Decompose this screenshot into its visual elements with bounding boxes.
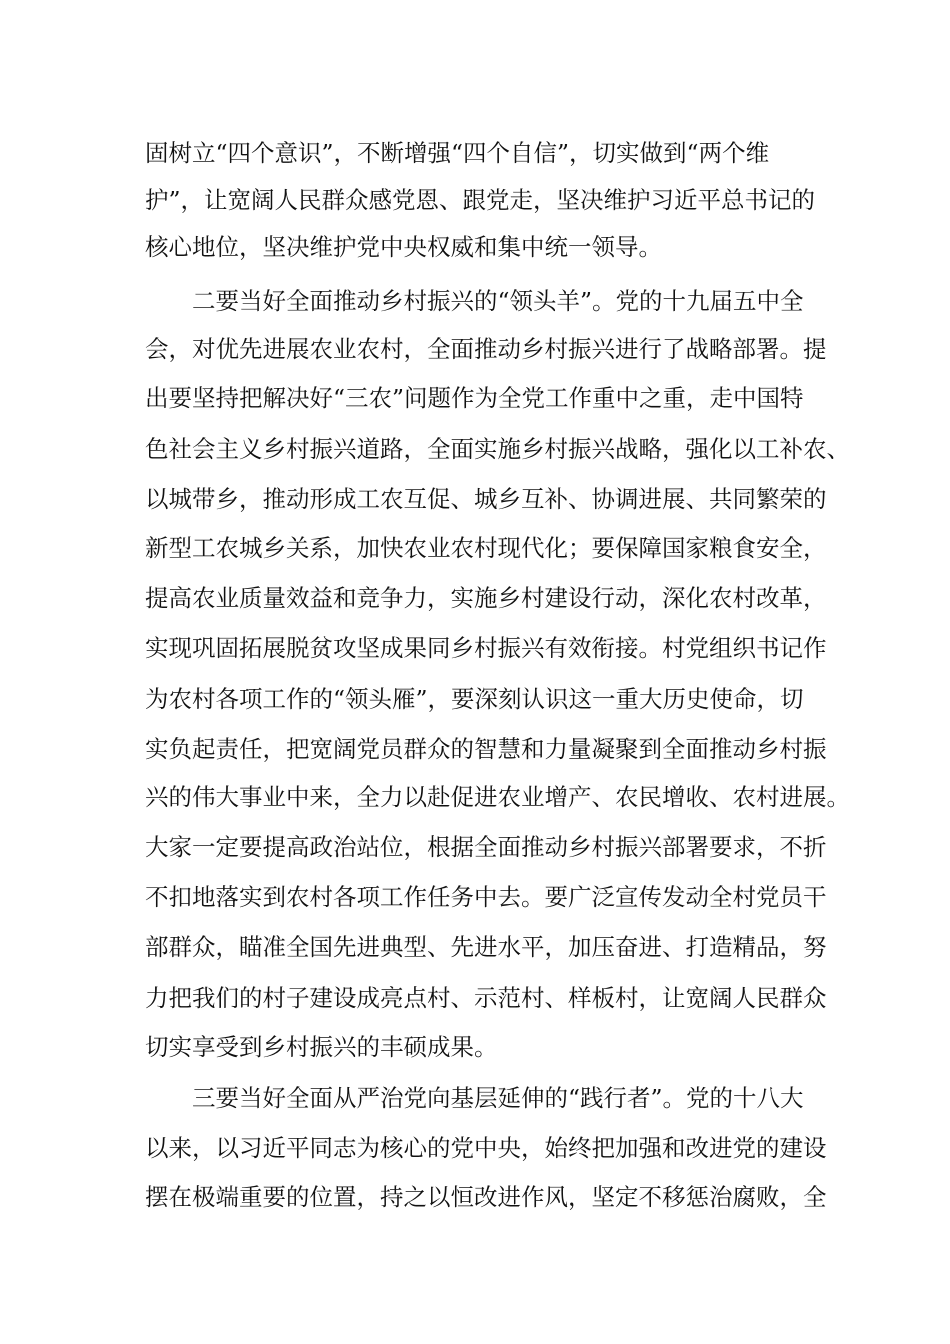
text-line: 色社会主义乡村振兴道路，全面实施乡村振兴战略，强化以工补农、 [145, 435, 850, 463]
text-line: 提高农业质量效益和竞争力，实施乡村建设行动，深化农村改革， [145, 584, 827, 612]
text-line: 兴的伟大事业中来，全力以赴促进农业增产、农民增收、农村进展。 [145, 783, 850, 811]
text-line: 以城带乡，推动形成工农互促、城乡互补、协调进展、共同繁荣的 [145, 485, 827, 513]
text-line: 力把我们的村子建设成亮点村、示范村、样板村，让宽阔人民群众 [145, 984, 827, 1012]
text-line: 切实享受到乡村振兴的丰硕成果。 [145, 1033, 498, 1061]
text-line: 新型工农城乡关系，加快农业农村现代化；要保障国家粮食安全， [145, 534, 827, 562]
text-line: 大家一定要提高政治站位，根据全面推动乡村振兴部署要求，不折 [145, 833, 827, 861]
text-line: 会，对优先进展农业农村，全面推动乡村振兴进行了战略部署。提 [145, 335, 827, 363]
text-line: 实负起责任，把宽阔党员群众的智慧和力量凝聚到全面推动乡村振 [145, 735, 827, 763]
text-line: 护”，让宽阔人民群众感党恩、跟党走，坚决维护习近平总书记的 [145, 186, 816, 214]
text-line: 为农村各项工作的“领头雁”，要深刻认识这一重大历史使命，切 [145, 685, 804, 713]
paragraph-start-line: 二要当好全面推动乡村振兴的“领头羊”。党的十九届五中全 [192, 287, 804, 315]
text-line: 实现巩固拓展脱贫攻坚成果同乡村振兴有效衔接。村党组织书记作 [145, 634, 827, 662]
text-line: 固树立“四个意识”，不断增强“四个自信”，切实做到“两个维 [145, 139, 770, 167]
paragraph-start-line: 三要当好全面从严治党向基层延伸的“践行者”。党的十八大 [192, 1084, 804, 1112]
text-line: 出要坚持把解决好“三农”问题作为全党工作重中之重，走中国特 [145, 384, 804, 412]
text-line: 以来，以习近平同志为核心的党中央，始终把加强和改进党的建设 [145, 1134, 827, 1162]
text-line: 核心地位，坚决维护党中央权威和集中统一领导。 [145, 233, 662, 261]
text-line: 不扣地落实到农村各项工作任务中去。要广泛宣传发动全村党员干 [145, 883, 827, 911]
text-line: 部群众，瞄准全国先进典型、先进水平，加压奋进、打造精品，努 [145, 933, 827, 961]
text-line: 摆在极端重要的位置，持之以恒改进作风，坚定不移惩治腐败，全 [145, 1183, 827, 1211]
